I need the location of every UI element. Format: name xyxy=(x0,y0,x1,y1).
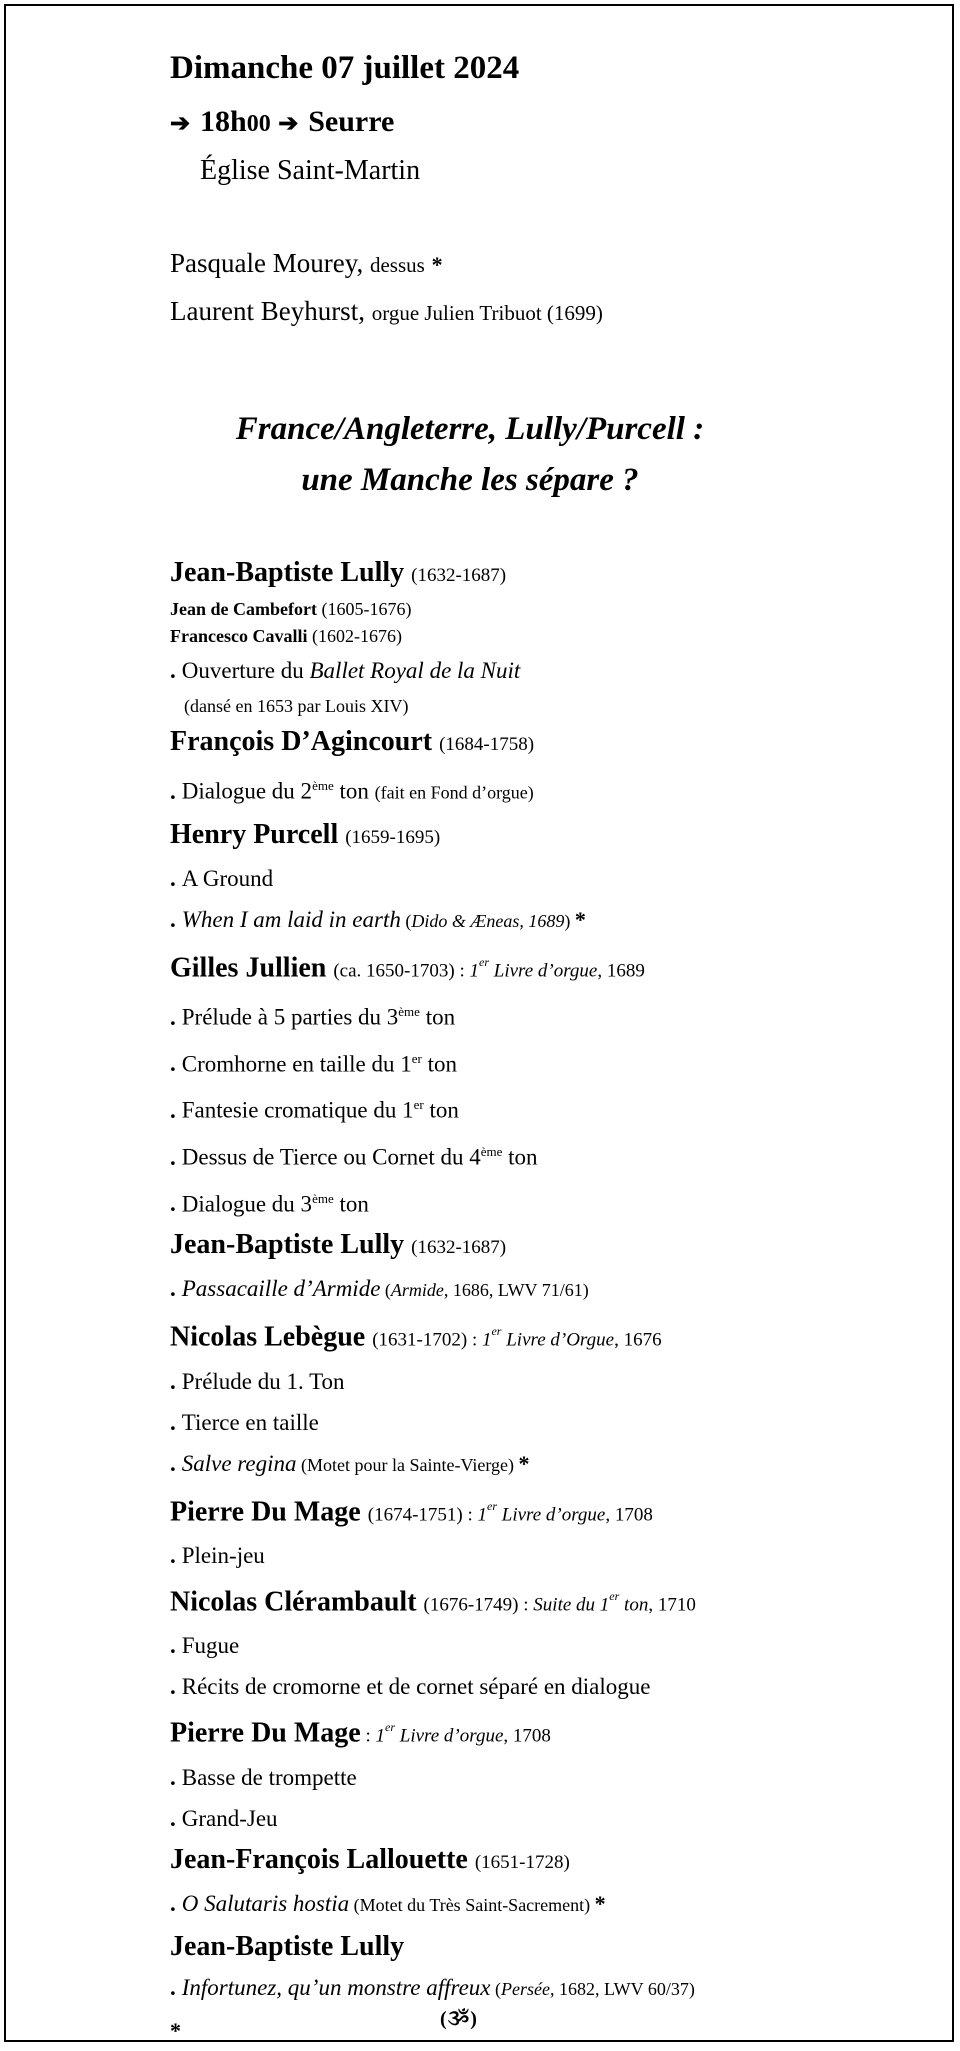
program-item: . Récits de cromorne et de cornet séparé en dialogue xyxy=(170,1674,651,1700)
composer-heading: Nicolas Lebègue (1631-1702) : 1er Livre d’Orgue, 1676 xyxy=(170,1321,662,1353)
concert-date: Dimanche 07 juillet 2024 xyxy=(170,50,520,86)
program-item: . Passacaille d’Armide (Armide, 1686, LWV 71/61) xyxy=(170,1276,589,1302)
composer-heading: Jean-Baptiste Lully (1632-1687) xyxy=(170,1229,507,1261)
concert-title-line1: France/Angleterre, Lully/Purcell : xyxy=(235,411,705,447)
program-item: . When I am laid in earth (Dido & Æneas, 1689) * xyxy=(170,906,586,932)
composer-subheading: Jean de Cambefort (1605-1676) xyxy=(170,599,412,619)
concert-time-minutes: 00 xyxy=(246,111,271,137)
program-item: . Salve regina (Motet pour la Sainte-Vierge) * xyxy=(170,1450,530,1476)
asterisk-mark: * xyxy=(170,2017,181,2043)
program-item: . Prélude du 1. Ton xyxy=(170,1368,345,1394)
composer-heading: Jean-François Lallouette (1651-1728) xyxy=(170,1843,570,1875)
program-note: (dansé en 1653 par Louis XIV) xyxy=(184,696,409,716)
program-item: . Dialogue du 3ème ton xyxy=(170,1190,369,1217)
concert-city: Seurre xyxy=(308,105,395,138)
composer-heading: Nicolas Clérambault (1676-1749) : Suite du 1er ton, 1710 xyxy=(170,1586,696,1618)
asterisk-mark: * xyxy=(594,1890,606,1916)
concert-title-line2: une Manche les sépare ? xyxy=(301,462,639,498)
program-item: . Dialogue du 2ème ton (fait en Fond d’orgue) xyxy=(170,778,534,804)
program-list xyxy=(170,552,890,2051)
program-item: . Prélude à 5 parties du 3ème ton xyxy=(170,1003,456,1030)
composer-heading: Jean-Baptiste Lully xyxy=(170,1930,405,1962)
arrow-right-icon: ➔ xyxy=(170,111,191,137)
program-item: . Fugue xyxy=(170,1633,240,1659)
program-item: . A Ground xyxy=(170,865,274,891)
asterisk-mark: * xyxy=(518,1450,530,1476)
composer-heading: Henry Purcell (1659-1695) xyxy=(170,818,441,850)
composer-heading: François D’Agincourt (1684-1758) xyxy=(170,726,535,757)
asterisk-mark: * xyxy=(574,906,586,932)
program-item: . Dessus de Tierce ou Cornet du 4ème ton xyxy=(170,1143,538,1170)
asterisk-mark: * xyxy=(431,252,443,277)
concert-time: 18h xyxy=(200,105,247,138)
performer: Pasquale Mourey, dessus * xyxy=(170,248,443,278)
composer-heading: Pierre Du Mage : 1er Livre d’orgue, 1708 xyxy=(170,1717,551,1749)
composer-subheading: Francesco Cavalli (1602-1676) xyxy=(170,626,402,646)
program-item: . Grand-Jeu xyxy=(170,1805,278,1831)
program-item: . O Salutaris hostia (Motet du Très Saint-Sacrement) * xyxy=(170,1890,606,1916)
program-sheet xyxy=(170,42,890,2051)
composer-heading: Pierre Du Mage (1674-1751) : 1er Livre d’orgue, 1708 xyxy=(170,1495,653,1527)
program-item: . Fantesie cromatique du 1er ton xyxy=(170,1097,459,1123)
composer-heading: Gilles Jullien (ca. 1650-1703) : 1er Livre d’orgue, 1689 xyxy=(170,951,645,983)
ornament-icon: (ૐ) xyxy=(440,2008,478,2030)
program-item: . Infortunez, qu’un monstre affreux (Persée, 1682, LWV 60/37) xyxy=(170,1974,695,2000)
concert-time-place xyxy=(170,98,890,148)
arrow-right-icon: ➔ xyxy=(278,111,299,137)
performer: Laurent Beyhurst, orgue Julien Tribuot (1699) xyxy=(170,296,603,326)
program-item: . Tierce en taille xyxy=(170,1409,319,1435)
composer-heading: Jean-Baptiste Lully (1632-1687) xyxy=(170,557,507,588)
concert-venue: Église Saint-Martin xyxy=(200,155,421,186)
program-item: . Cromhorne en taille du 1er ton xyxy=(170,1050,457,1077)
program-item: . Ouverture du Ballet Royal de la Nuit xyxy=(170,658,521,683)
program-item: . Plein-jeu xyxy=(170,1542,265,1568)
program-item: . Basse de trompette xyxy=(170,1764,357,1790)
